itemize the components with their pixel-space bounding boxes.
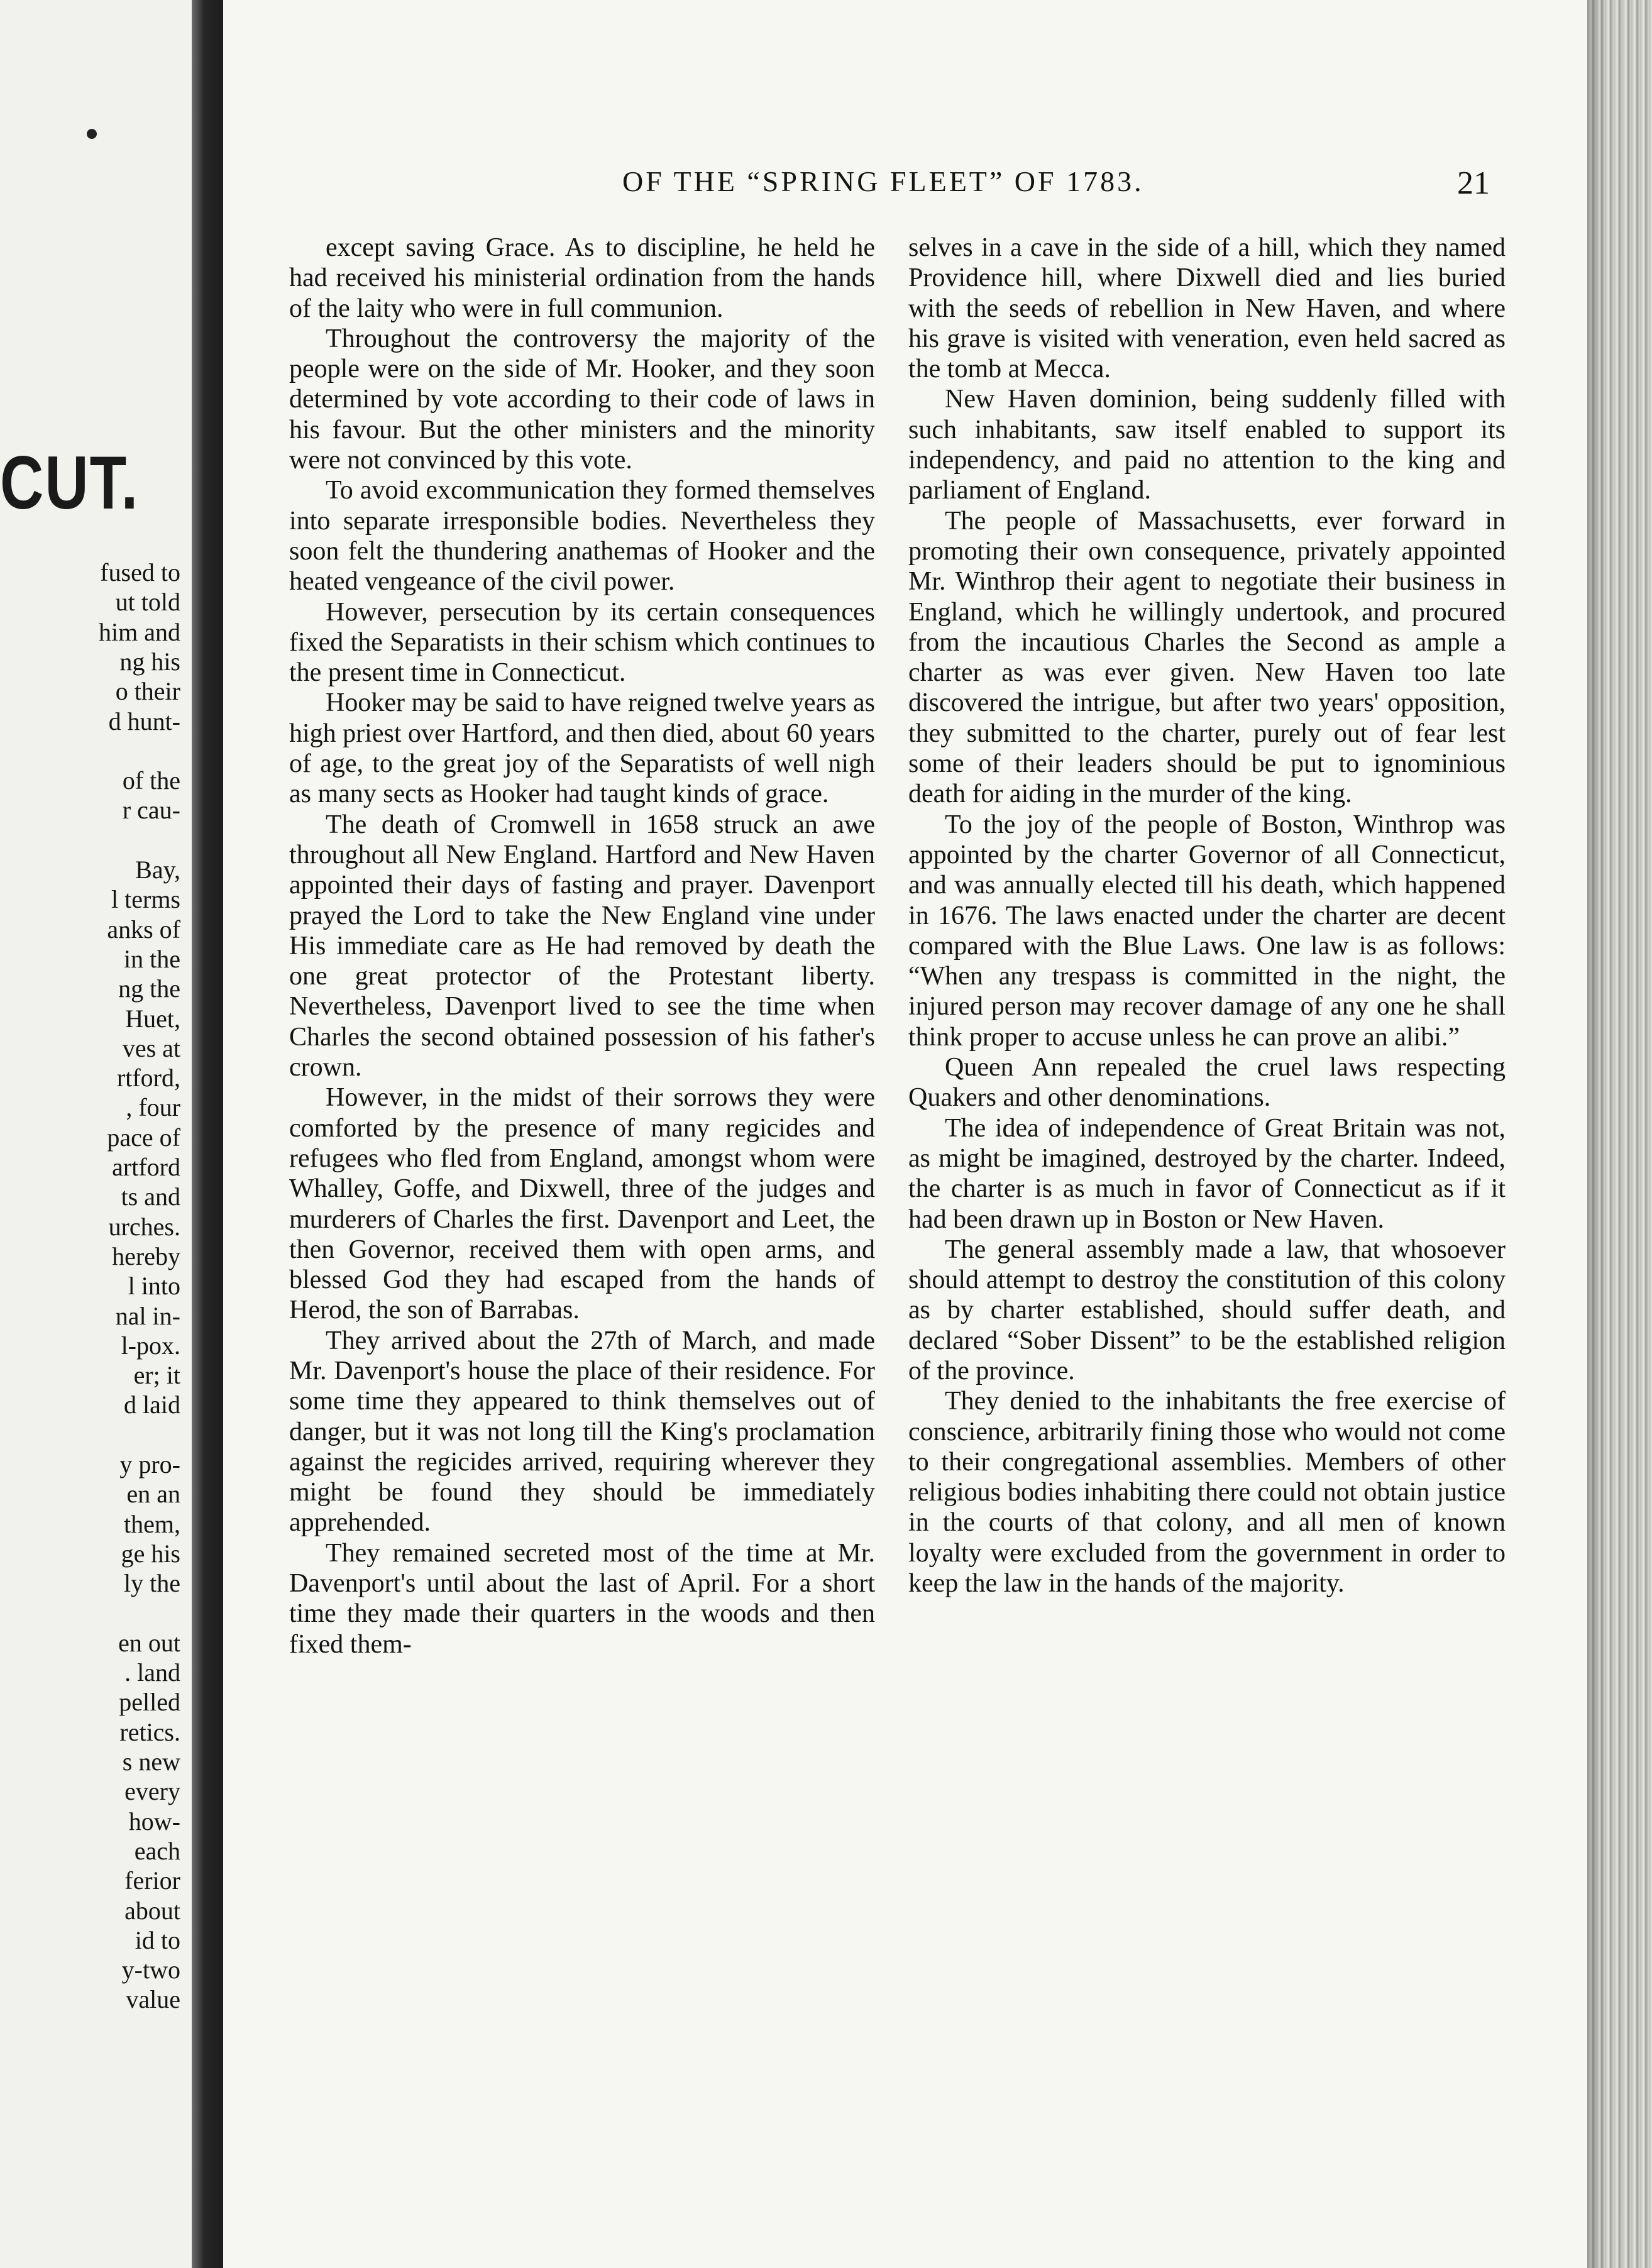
paragraph: The people of Massachusetts, ever forward in promoting their own consequence, privately appointed Mr. Winthrop their agent to negotiate their business in England, which he willingly undertook, and procured from the incautious Charles the Second as ample a charter as was ever given. New Haven too late discovered the intrigue, but after two years' opposition, they submitted to the charter, purely out of fear lest some of their leaders should be put to ignominious death for aiding in the murder of the king. <box>908 506 1506 809</box>
paragraph: selves in a cave in the side of a hill, which they named Providence hill, where Dixwell died and lies buried with the seeds of rebellion in New Haven, and where his grave is visited with veneration, even held sacred as the tomb at Mecca. <box>908 233 1506 384</box>
facing-page-line: pelled <box>119 1688 180 1717</box>
facing-page-line: y-two <box>121 1956 180 1985</box>
facing-page-line: of the <box>122 766 180 795</box>
facing-page-line: d laid <box>124 1390 180 1419</box>
facing-page-line: ut told <box>115 588 180 617</box>
facing-page-line: ferior <box>124 1866 180 1895</box>
paragraph: except saving Grace. As to discipline, he held he had received his ministerial ordination from the hands of the laity who were in full communion. <box>289 233 875 323</box>
facing-page-line: nal in- <box>115 1301 180 1330</box>
facing-page-line: every <box>124 1777 180 1806</box>
book-gutter <box>192 0 223 2268</box>
facing-page-line: ves at <box>122 1033 180 1062</box>
paragraph: New Haven dominion, being suddenly filled with such inhabitants, saw itself enabled to support its independency, and paid no attention to the king and parliament of England. <box>908 385 1506 505</box>
facing-page-line: Bay, <box>135 856 180 884</box>
facing-page-line: y pro- <box>119 1450 180 1478</box>
facing-page-line: ly the <box>124 1569 180 1598</box>
facing-page-line: him and <box>99 617 180 646</box>
paragraph: To the joy of the people of Boston, Winthrop was appointed by the charter Governor of all Connecticut, and was annually elected till his death, which happened in 1676. The laws enacted under the charter are decent compared with the Blue Laws. One law is as follows: “When any trespass is committed in the night, the injured person may recover damage of any one he shall think proper to accuse unless he can prove an alibi.” <box>908 810 1506 1052</box>
right-column <box>908 233 1506 1599</box>
paragraph: Throughout the controversy the majority of the people were on the side of Mr. Hooker, and they soon determined by vote according to their code of laws in his favour. But the other ministers and the minority were not convinced by this vote. <box>289 324 875 475</box>
facing-page-line: l terms <box>111 885 180 914</box>
facing-page-line: l into <box>128 1272 180 1301</box>
running-head: OF THE “SPRING FLEET” OF 1783. <box>622 165 1144 197</box>
facing-page-line: l-pox. <box>121 1331 180 1360</box>
facing-page-line: er; it <box>133 1361 180 1390</box>
paragraph: Queen Ann repealed the cruel laws respecting Quakers and other denominations. <box>908 1053 1506 1113</box>
facing-page-line: pace of <box>107 1123 180 1152</box>
facing-page-line: ng the <box>118 974 180 1003</box>
facing-page-heading: CUT. <box>0 441 140 525</box>
paragraph: They remained secreted most of the time at Mr. Davenport's until about the last of April. For a short time they made their quarters in the woods and then fixed them- <box>289 1538 875 1659</box>
facing-page-line: . land <box>124 1658 180 1687</box>
facing-page-line: r cau- <box>122 796 180 825</box>
facing-page-line: fused to <box>100 558 180 586</box>
left-column <box>289 233 875 1660</box>
facing-page-line: d hunt- <box>108 707 180 735</box>
facing-page-line: rtford, <box>116 1064 180 1093</box>
page-edges <box>1587 0 1652 2268</box>
facing-page-line: urches. <box>108 1212 180 1241</box>
facing-page-fragment <box>0 0 192 2268</box>
facing-page-line: ge his <box>121 1539 180 1568</box>
facing-page-line: en an <box>126 1480 180 1509</box>
paragraph: The death of Cromwell in 1658 struck an awe throughout all New England. Hartford and New Haven appointed their days of fasting and prayer. Davenport prayed the Lord to take the New England vine under His immediate care as He had removed by death the one great protector of the Protestant liberty. Nevertheless, Davenport lived to see the time when Charles the second obtained possession of his father's crown. <box>289 810 875 1082</box>
paragraph: The general assembly made a law, that whosoever should attempt to destroy the constitution of this colony as by charter established, should suffer death, and declared “Sober Dissent” to be the established religion of the province. <box>908 1235 1506 1385</box>
facing-page-line: how- <box>128 1807 180 1836</box>
facing-page-line: about <box>124 1896 180 1925</box>
facing-page-line: in the <box>124 944 180 973</box>
facing-page-line: id to <box>135 1925 180 1954</box>
paragraph: However, persecution by its certain consequences fixed the Separatists in their schism which continues to the present time in Connecticut. <box>289 597 875 688</box>
paragraph: They arrived about the 27th of March, and made Mr. Davenport's house the place of their residence. For some time they appeared to think themselves out of danger, but it was not long till the King's proclamation against the regicides arrived, requiring wherever they might be found they should be immediately apprehended. <box>289 1326 875 1538</box>
ink-dot <box>87 129 97 139</box>
paragraph: However, in the midst of their sorrows they were comforted by the presence of many regicides and refugees who fled from England, amongst whom were Whalley, Goffe, and Dixwell, three of the judges and murderers of Charles the first. Davenport and Leet, the then Governor, received them with open arms, and blessed God they had escaped from the hands of Herod, the son of Barrabas. <box>289 1083 875 1325</box>
facing-page-line: them, <box>124 1509 180 1538</box>
paragraph: They denied to the inhabitants the free exercise of conscience, arbitrarily fining those who would not come to their congregational assemblies. Members of other religious bodies inhabiting there could not obtain justice in the courts of that colony, and all men of known loyalty were excluded from the government in order to keep the law in the hands of the majority. <box>908 1387 1506 1599</box>
paragraph: The idea of independence of Great Britain was not, as might be imagined, destroyed by the charter. Indeed, the charter is as much in favor of Connecticut as if it had been drawn up in Boston or New Haven. <box>908 1113 1506 1234</box>
facing-page-line: retics. <box>119 1717 180 1746</box>
page-number: 21 <box>1457 165 1490 201</box>
facing-page-line: ts and <box>121 1182 180 1211</box>
facing-page-line: , four <box>126 1093 180 1122</box>
facing-page-line: Huet, <box>125 1004 180 1033</box>
facing-page-line: o their <box>115 677 180 706</box>
paragraph: Hooker may be said to have reigned twelve years as high priest over Hartford, and then died, about 60 years of age, to the great joy of the Separatists of well nigh as many sects as Hooker had taught kinds of grace. <box>289 688 875 809</box>
facing-page-line: hereby <box>112 1241 180 1270</box>
facing-page-line: value <box>126 1985 180 2014</box>
facing-page-line: artford <box>112 1153 180 1181</box>
facing-page-line: each <box>134 1836 180 1865</box>
facing-page-line: s new <box>122 1748 180 1776</box>
facing-page-line: en out <box>118 1628 180 1657</box>
facing-page-line: anks of <box>107 915 180 944</box>
paragraph: To avoid excommunication they formed themselves into separate irresponsible bodies. Nevertheless they soon felt the thundering anathemas of Hooker and the heated vengeance of the civil power. <box>289 476 875 597</box>
facing-page-line: ng his <box>119 647 180 676</box>
